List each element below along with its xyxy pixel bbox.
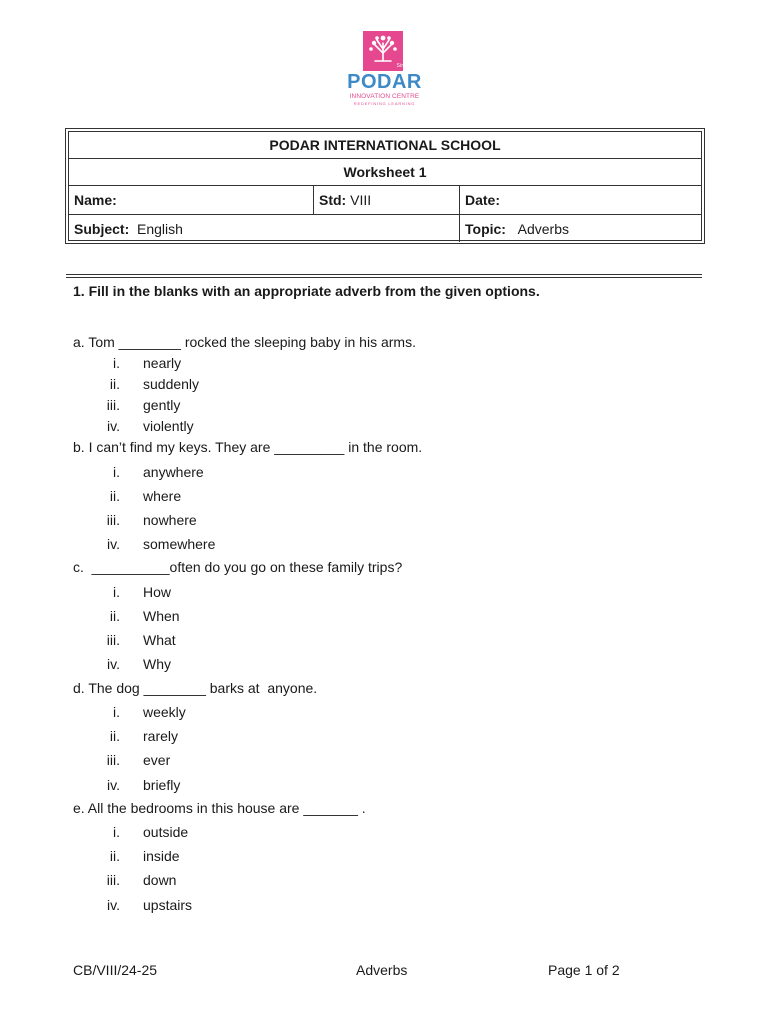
footer-title: Adverbs [356,962,408,978]
tree-emblem-icon [363,31,424,71]
option-text: briefly [143,777,181,793]
name-label: Name: [74,192,117,208]
question-c: c. __________often do you go on these family trips? [73,559,403,575]
question-b: b. I can’t find my keys. They are _________ in the room. [73,439,423,455]
divider-line [66,277,702,278]
option-number: ii. [109,848,120,864]
option-number: ii. [109,728,120,744]
option-text: down [143,872,177,888]
option-number: iii. [106,397,120,413]
option-text: What [143,632,176,648]
logo-name: PODAR [347,71,422,93]
option-text: suddenly [143,376,200,392]
option-text: nowhere [143,512,197,528]
option-number: i. [113,355,120,371]
option-number: i. [113,464,120,480]
option-number: iii. [106,632,120,648]
std-value: VIII [350,192,372,208]
subject-label: Subject: [74,220,130,237]
option-text: somewhere [143,536,216,552]
subject-value: English [137,220,183,237]
podar-logo [336,31,433,109]
subject-cell [69,215,459,242]
option-text: anywhere [143,464,204,480]
topic-value: Adverbs [517,220,569,237]
option-number: i. [113,704,120,720]
name-row [69,186,701,215]
option-text: violently [143,418,194,434]
option-number: ii. [109,608,120,624]
option-number: iv. [107,656,120,672]
option-text: nearly [143,355,182,371]
logo-tagline: REDEFINING LEARNING [353,101,416,106]
school-name: PODAR INTERNATIONAL SCHOOL [269,137,501,153]
school-row [69,132,701,159]
option-text: upstairs [143,897,193,913]
worksheet-row [69,159,701,186]
subject-row [69,215,701,242]
option-number: i. [113,824,120,840]
option-number: iii. [106,752,120,768]
option-number: iii. [106,872,120,888]
option-number: iv. [107,536,120,552]
question-e: e. All the bedrooms in this house are _______ . [73,800,366,816]
option-text: ever [143,752,171,768]
option-number: ii. [109,488,120,504]
option-text: How [143,584,172,600]
option-text: weekly [143,704,186,720]
option-text: When [143,608,180,624]
footer-page-number: Page 1 of 2 [548,962,620,978]
option-text: Why [143,656,171,672]
date-label: Date: [459,186,703,214]
topic-cell [459,215,703,242]
option-number: iv. [107,777,120,793]
option-number: ii. [109,376,120,392]
header-table [68,131,702,241]
logo-subtitle: INNOVATION CENTRE [349,93,420,100]
instruction: 1. Fill in the blanks with an appropriate adverb from the given options. [73,283,540,299]
std-label: Std: [319,192,347,208]
topic-label: Topic: [465,220,506,237]
option-number: i. [113,584,120,600]
option-text: where [143,488,182,504]
question-a: a. Tom ________ rocked the sleeping baby in his arms. [73,334,416,350]
worksheet-title: Worksheet 1 [343,164,427,180]
footer-code: CB/VIII/24-25 [73,962,158,978]
option-number: iv. [107,897,120,913]
option-text: inside [143,848,180,864]
logo-since: Since 1927 [396,63,424,69]
option-number: iii. [106,512,120,528]
option-number: iv. [107,418,120,434]
question-d: d. The dog ________ barks at anyone. [73,680,318,696]
option-text: rarely [143,728,179,744]
std-cell [313,186,459,214]
option-text: gently [143,397,181,413]
divider-line [66,274,702,275]
option-text: outside [143,824,189,840]
